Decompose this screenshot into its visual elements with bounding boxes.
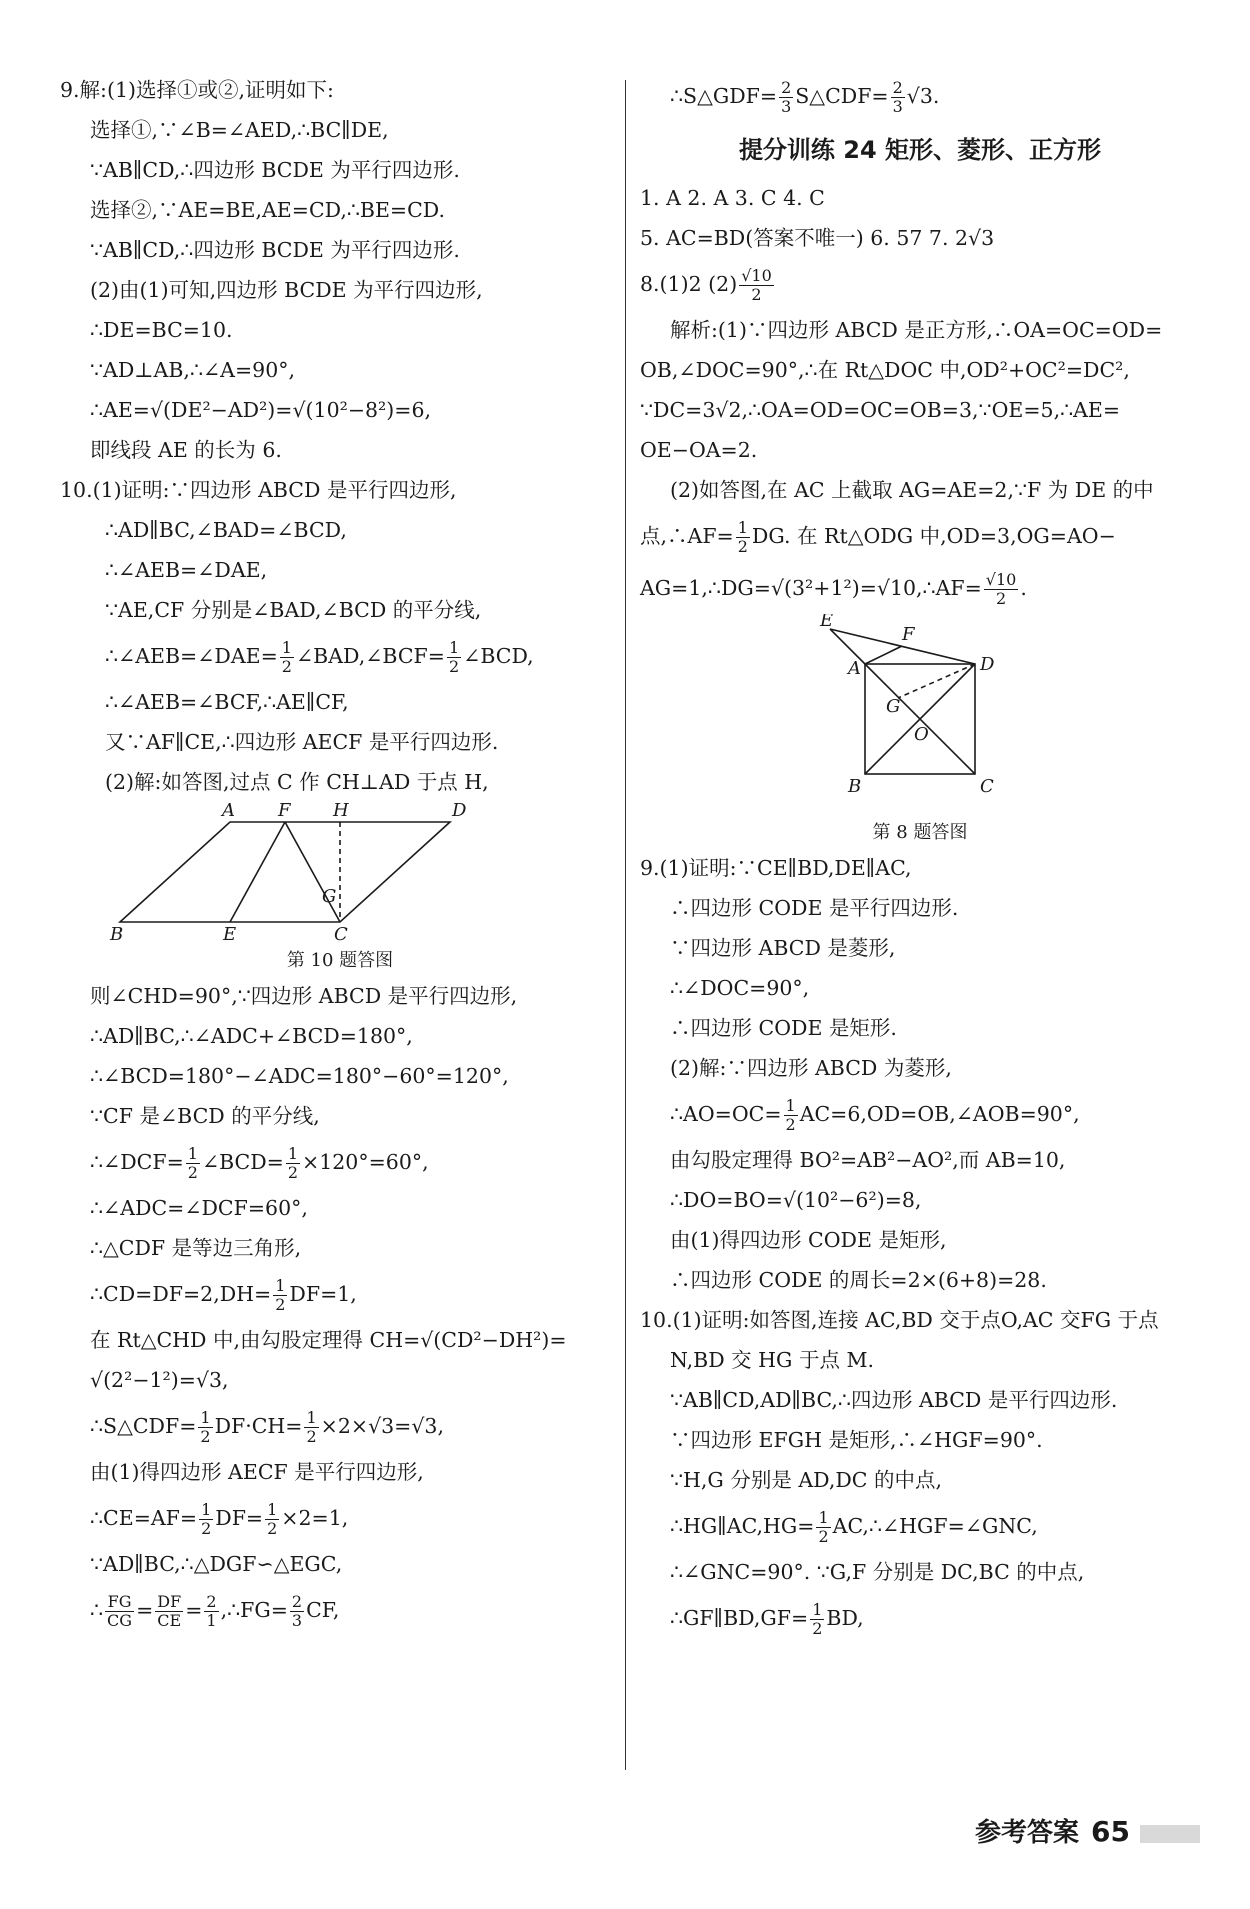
denominator: 2 [306, 1427, 317, 1446]
text-line: ∵AE,CF 分别是∠BAD,∠BCD 的平分线, [105, 598, 482, 622]
numerator: 1 [737, 518, 748, 537]
text-line: 解析:(1)∵四边形 ABCD 是正方形,∴OA=OC=OD= [670, 318, 1163, 342]
text-line [640, 1088, 1200, 1140]
text-line: ∴四边形 CODE 的周长=2×(6+8)=28. [670, 1268, 1047, 1292]
text-line [640, 562, 1200, 614]
segment-fe [230, 822, 285, 922]
text-line: 在 Rt△CHD 中,由勾股定理得 CH=√(CD²−DH²)= [90, 1328, 567, 1352]
text-line: ∵AB∥CD,∴四边形 BCDE 为平行四边形. [90, 238, 460, 262]
segment-dg-dashed [898, 664, 975, 698]
text-span: ∴∠AEB=∠DAE= [105, 644, 278, 668]
text-line [640, 70, 1200, 122]
text-line [60, 1136, 620, 1188]
fraction [810, 1601, 824, 1638]
fraction [891, 79, 905, 116]
denominator: 3 [291, 1611, 303, 1630]
label-f: F [278, 802, 291, 821]
text-line: ∴四边形 CODE 是矩形. [670, 1016, 897, 1040]
denominator: 2 [785, 1115, 796, 1134]
page-number: 65 [1091, 1815, 1130, 1848]
text-span: ×120°=60°, [302, 1150, 429, 1174]
numerator: 1 [201, 1500, 212, 1519]
denominator: CG [107, 1611, 133, 1630]
text-span: ,∴FG= [220, 1598, 288, 1622]
text-span: AC=6,OD=OB,∠AOB=90°, [799, 1102, 1080, 1126]
question-9 [60, 70, 620, 470]
text-span: ∴HG∥AC,HG= [670, 1514, 815, 1538]
fraction [280, 639, 294, 676]
equals-sign: = [185, 1598, 203, 1622]
figure-10-caption: 第 10 题答图 [286, 950, 394, 971]
column-divider [625, 80, 626, 1770]
text-span: ∠BCD= [201, 1150, 284, 1174]
text-line: ∴AD∥BC,∠BAD=∠BCD, [105, 518, 347, 542]
question-10 [60, 470, 620, 1636]
text-line: ∵四边形 ABCD 是菱形, [670, 936, 896, 960]
text-line: ∴DO=BO=√(10²−6²)=8, [670, 1188, 922, 1212]
footer-bar [1140, 1825, 1200, 1843]
text-span: DF= [215, 1506, 264, 1530]
label-g: G [886, 696, 901, 717]
text-line: ∴∠AEB=∠DAE, [105, 558, 268, 582]
denominator: 2 [995, 589, 1007, 608]
denominator: 2 [201, 1519, 212, 1538]
fraction [186, 1145, 200, 1182]
text-line: ∴∠AEB=∠BCF,∴AE∥CF, [105, 690, 349, 714]
answers-1-4: 1. A 2. A 3. C 4. C [640, 186, 825, 210]
fraction [105, 1593, 134, 1630]
numerator: 1 [448, 638, 460, 657]
text-line [60, 630, 620, 682]
label-e: E [820, 614, 834, 631]
figure-8-caption: 第 8 题答图 [872, 822, 968, 843]
fraction [816, 1509, 830, 1546]
text-line: √(2²−1²)=√3, [90, 1368, 229, 1392]
text-line [640, 1592, 1200, 1644]
text-line: ∴AE=√(DE²−AD²)=√(10²−8²)=6, [90, 398, 432, 422]
text-span: 8.(1)2 (2) [640, 272, 738, 296]
text-line: 由(1)得四边形 AECF 是平行四边形, [90, 1460, 424, 1484]
text-span: ∴S△CDF= [90, 1414, 197, 1438]
numerator: 1 [306, 1408, 317, 1427]
numerator: 1 [287, 1144, 299, 1163]
fraction [304, 1409, 318, 1446]
footer-label: 参考答案 [975, 1818, 1080, 1848]
text-span: ∴S△GDF= [670, 84, 778, 108]
text-line: 即线段 AE 的长为 6. [90, 438, 282, 462]
parallelogram-abcd [120, 822, 450, 922]
text-line: ∴△CDF 是等边三角形, [90, 1236, 302, 1260]
label-a: A [222, 802, 235, 821]
denominator: 2 [275, 1295, 286, 1314]
fraction [204, 1593, 218, 1630]
fraction [273, 1277, 287, 1314]
denominator: 3 [892, 97, 903, 116]
text-span: DF=1, [289, 1282, 357, 1306]
fraction [199, 1501, 213, 1538]
text-span: ∴CD=DF=2,DH= [90, 1282, 272, 1306]
text-span: 点,∴AF= [640, 524, 734, 548]
figure-10-diagram [60, 802, 620, 942]
text-span: AC,∴∠HGF=∠GNC, [832, 1514, 1038, 1538]
text-span: ∴∠DCF= [90, 1150, 184, 1174]
text-span: CF, [306, 1598, 340, 1622]
text-line: ∴四边形 CODE 是平行四边形. [670, 896, 959, 920]
right-column [640, 70, 1200, 1644]
fraction [290, 1593, 304, 1630]
text-line [60, 1400, 620, 1452]
numerator: 1 [785, 1096, 796, 1115]
text-line: 由勾股定理得 BO²=AB²−AO²,而 AB=10, [670, 1148, 1066, 1172]
label-c: C [334, 924, 348, 942]
numerator: √10 [985, 570, 1017, 589]
text-line [60, 1584, 620, 1636]
fraction [984, 571, 1019, 608]
section-title: 提分训练 24 矩形、菱形、正方形 [738, 136, 1102, 164]
denominator: 1 [206, 1611, 217, 1630]
label-c: C [980, 776, 994, 797]
equals-sign: = [136, 1598, 154, 1622]
text-line: ∴∠ADC=∠DCF=60°, [90, 1196, 308, 1220]
text-line: ∴∠GNC=90°. ∵G,F 分别是 DC,BC 的中点, [670, 1560, 1085, 1584]
question-9 [640, 848, 1200, 1300]
segment-fe2 [285, 822, 340, 922]
label-d: D [980, 654, 995, 675]
text-line: 9.解:(1)选择①或②,证明如下: [60, 78, 334, 102]
text-line: ∴∠BCD=180°−∠ADC=180°−60°=120°, [90, 1064, 509, 1088]
text-span: ∴AO=OC= [670, 1102, 782, 1126]
text-line: 则∠CHD=90°,∵四边形 ABCD 是平行四边形, [90, 984, 518, 1008]
label-o: O [914, 724, 929, 745]
numerator: 1 [267, 1500, 278, 1519]
page-footer [975, 1812, 1200, 1849]
numerator: 2 [206, 1592, 217, 1611]
text-line: ∵AD⊥AB,∴∠A=90°, [90, 358, 295, 382]
text-span: DG. 在 Rt△ODG 中,OD=3,OG=AO− [751, 524, 1116, 548]
answer-8 [640, 258, 1200, 310]
text-line: ∵AB∥CD,AD∥BC,∴四边形 ABCD 是平行四边形. [670, 1388, 1118, 1412]
question-10 [640, 1300, 1200, 1644]
text-line: ∵H,G 分别是 AD,DC 的中点, [670, 1468, 943, 1492]
text-span: √3. [906, 84, 940, 108]
question-8-solution [640, 310, 1200, 614]
denominator: 2 [267, 1519, 278, 1538]
text-line: OB,∠DOC=90°,∴在 Rt△DOC 中,OD²+OC²=DC², [640, 358, 1130, 382]
fraction [784, 1097, 798, 1134]
fraction [779, 79, 793, 116]
denominator: 2 [751, 285, 762, 304]
text-line: (2)解:如答图,过点 C 作 CH⊥AD 于点 H, [105, 770, 489, 794]
text-line: ∴AD∥BC,∴∠ADC+∠BCD=180°, [90, 1024, 413, 1048]
label-b: B [848, 776, 862, 797]
text-line: 9.(1)证明:∵CE∥BD,DE∥AC, [640, 856, 912, 880]
fraction [265, 1501, 279, 1538]
text-line: 10.(1)证明:如答图,连接 AC,BD 交于点O,AC 交FG 于点 [640, 1308, 1159, 1332]
text-span: ∠BAD,∠BCF= [295, 644, 445, 668]
text-line: N,BD 交 HG 于点 M. [670, 1348, 874, 1372]
text-line [60, 1268, 620, 1320]
text-line: (2)如答图,在 AC 上截取 AG=AE=2,∵F 为 DE 的中 [670, 478, 1154, 502]
denominator: 3 [781, 97, 792, 116]
label-a: A [848, 658, 861, 679]
text-span: . [1020, 576, 1027, 600]
text-span: DF·CH= [214, 1414, 303, 1438]
text-line: ∵AD∥BC,∴△DGF∽△EGC, [90, 1552, 343, 1576]
numerator: DF [157, 1592, 182, 1611]
therefore-symbol: ∴ [90, 1598, 104, 1622]
fraction [198, 1409, 212, 1446]
denominator: 2 [448, 657, 460, 676]
label-g: G [322, 886, 337, 907]
fraction [155, 1593, 183, 1630]
text-line: 选择②,∵AE=BE,AE=CD,∴BE=CD. [90, 198, 446, 222]
denominator: 2 [200, 1427, 211, 1446]
text-line [640, 1500, 1200, 1552]
numerator: 1 [818, 1508, 829, 1527]
text-line [60, 1492, 620, 1544]
text-line: 由(1)得四边形 CODE 是矩形, [670, 1228, 947, 1252]
text-line: (2)解:∵四边形 ABCD 为菱形, [670, 1056, 952, 1080]
text-line: 10.(1)证明:∵四边形 ABCD 是平行四边形, [60, 478, 457, 502]
text-span: ×2×√3=√3, [320, 1414, 444, 1438]
numerator: 2 [291, 1592, 303, 1611]
text-span: ∴GF∥BD,GF= [670, 1606, 809, 1630]
numerator: 2 [892, 78, 903, 97]
text-line: (2)由(1)可知,四边形 BCDE 为平行四边形, [90, 278, 483, 302]
fraction [739, 267, 774, 304]
left-column [60, 70, 620, 1636]
denominator: 2 [287, 1163, 299, 1182]
answers-5-7: 5. AC=BD(答案不唯一) 6. 57 7. 2√3 [640, 226, 995, 250]
text-line: ∵DC=3√2,∴OA=OD=OC=OB=3,∵OE=5,∴AE= [640, 398, 1121, 422]
text-line: ∵CF 是∠BCD 的平分线, [90, 1104, 320, 1128]
segment-af [865, 646, 902, 664]
text-line: ∴DE=BC=10. [90, 318, 233, 342]
numerator: 2 [781, 78, 792, 97]
text-line: 选择①,∵∠B=∠AED,∴BC∥DE, [90, 118, 389, 142]
numerator: √10 [741, 266, 772, 285]
text-line [640, 510, 1200, 562]
text-line: 又∵AF∥CE,∴四边形 AECF 是平行四边形. [105, 730, 499, 754]
text-span: S△CDF= [795, 84, 889, 108]
denominator: 2 [818, 1527, 829, 1546]
denominator: CE [157, 1611, 182, 1630]
text-line: ∵四边形 EFGH 是矩形,∴∠HGF=90°. [670, 1428, 1043, 1452]
denominator: 2 [187, 1163, 198, 1182]
label-h: H [333, 802, 349, 821]
numerator: 1 [275, 1276, 286, 1295]
label-d: D [452, 802, 467, 821]
numerator: 1 [281, 638, 292, 657]
fraction [286, 1145, 300, 1182]
numerator: 1 [187, 1144, 198, 1163]
text-line: OE−OA=2. [640, 438, 758, 462]
figure-8-diagram [640, 614, 1200, 814]
numerator: 1 [812, 1600, 823, 1619]
fraction [447, 639, 461, 676]
label-f: F [902, 624, 915, 645]
text-line: ∴∠DOC=90°, [670, 976, 810, 1000]
denominator: 2 [281, 657, 292, 676]
label-b: B [110, 924, 124, 942]
text-span: ∴CE=AF= [90, 1506, 198, 1530]
numerator: 1 [200, 1408, 211, 1427]
text-line: ∵AB∥CD,∴四边形 BCDE 为平行四边形. [90, 158, 460, 182]
denominator: 2 [812, 1619, 823, 1638]
denominator: 2 [737, 537, 748, 556]
numerator: FG [105, 1593, 134, 1612]
fraction [736, 519, 750, 556]
text-span: BD, [826, 1606, 864, 1630]
label-e: E [223, 924, 237, 942]
text-span: ∠BCD, [463, 644, 534, 668]
text-span: ×2=1, [281, 1506, 349, 1530]
text-span: AG=1,∴DG=√(3²+1²)=√10,∴AF= [640, 576, 982, 600]
